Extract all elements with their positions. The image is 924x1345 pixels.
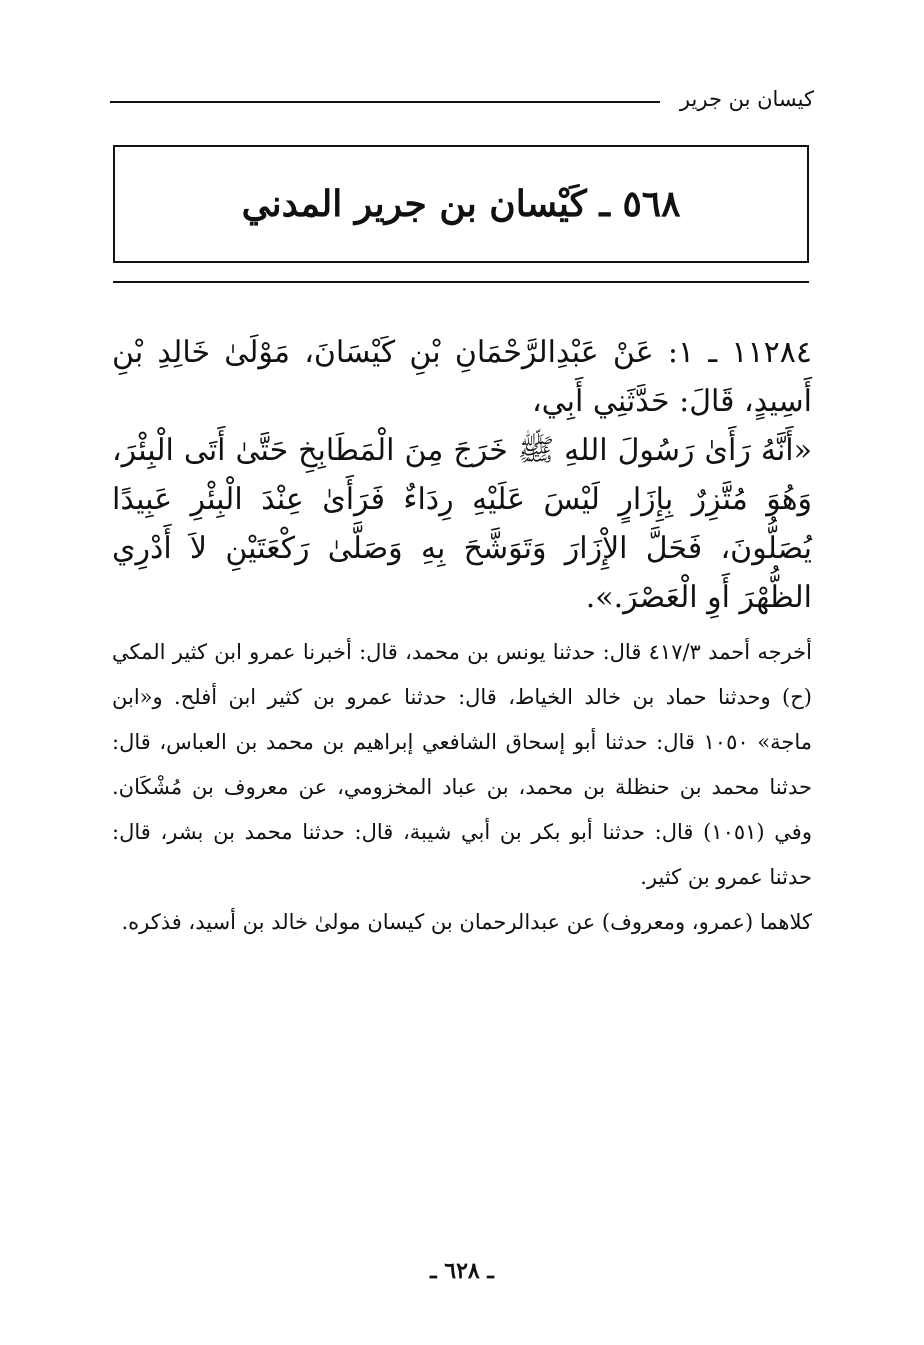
title-rule [113,281,809,283]
hadith-matn: «أَنَّهُ رَأَىٰ رَسُولَ اللهِ ﷺ خَرَجَ مِنَ الْمَطَابِخِ حَتَّىٰ أَتَى الْبِئْرَ، وَهُوَ مُتَّزِرٌ بِإِزَارٍ لَيْسَ عَلَيْهِ رِدَاءٌ فَرَأَىٰ عِنْدَ الْبِئْرِ عَبِيدًا يُصَلُّونَ، فَحَلَّ الإِْزَارَ وَتَوَشَّحَ بِهِ وَصَلَّىٰ رَكْعَتَيْنِ لاَ أَدْرِي الظُّهْرَ أَوِ الْعَصْرَ.». [112,433,813,615]
hadith-isnad: ١١٢٨٤ ـ ١: عَنْ عَبْدِالرَّحْمَانِ بْنِ كَيْسَانَ، مَوْلَىٰ خَالِدِ بْنِ أَسِيدٍ، قَالَ: حَدَّثَنِي أَبِي، [112,335,812,419]
takhrij-paragraph-1: أخرجه أحمد ٤١٧/٣ قال: حدثنا يونس بن محمد، قال: أخبرنا عمرو ابن كثير المكي (ح) وحدثنا حماد بن خالد الخياط، قال: حدثنا عمرو بن كثير ابن أفلح. و«ابن ماجة» ١٠٥٠ قال: حدثنا أبو إسحاق الشافعي إبراهيم بن محمد بن العباس، قال: حدثنا محمد بن حنظلة بن محمد، بن عباد المخزومي، عن معروف بن مُشْكَان. وفي (١٠٥١) قال: حدثنا أبو بكر بن أبي شيبة، قال: حدثنا محمد بن بشر، قال: حدثنا عمرو بن كثير. [112,640,812,889]
takhrij-notes [112,630,812,945]
title-box [113,145,809,263]
page-number: ـ ٦٢٨ ـ [430,1258,494,1284]
hadith-text [112,328,812,622]
header-rule [110,101,660,103]
takhrij-paragraph-2: كلاهما (عمرو، ومعروف) عن عبدالرحمان بن كيسان مولىٰ خالد بن أسيد، فذكره. [121,910,812,934]
running-head: كيسان بن جرير [679,87,814,111]
entry-title: ٥٦٨ ـ كَيْسان بن جرير المدني [241,183,681,225]
